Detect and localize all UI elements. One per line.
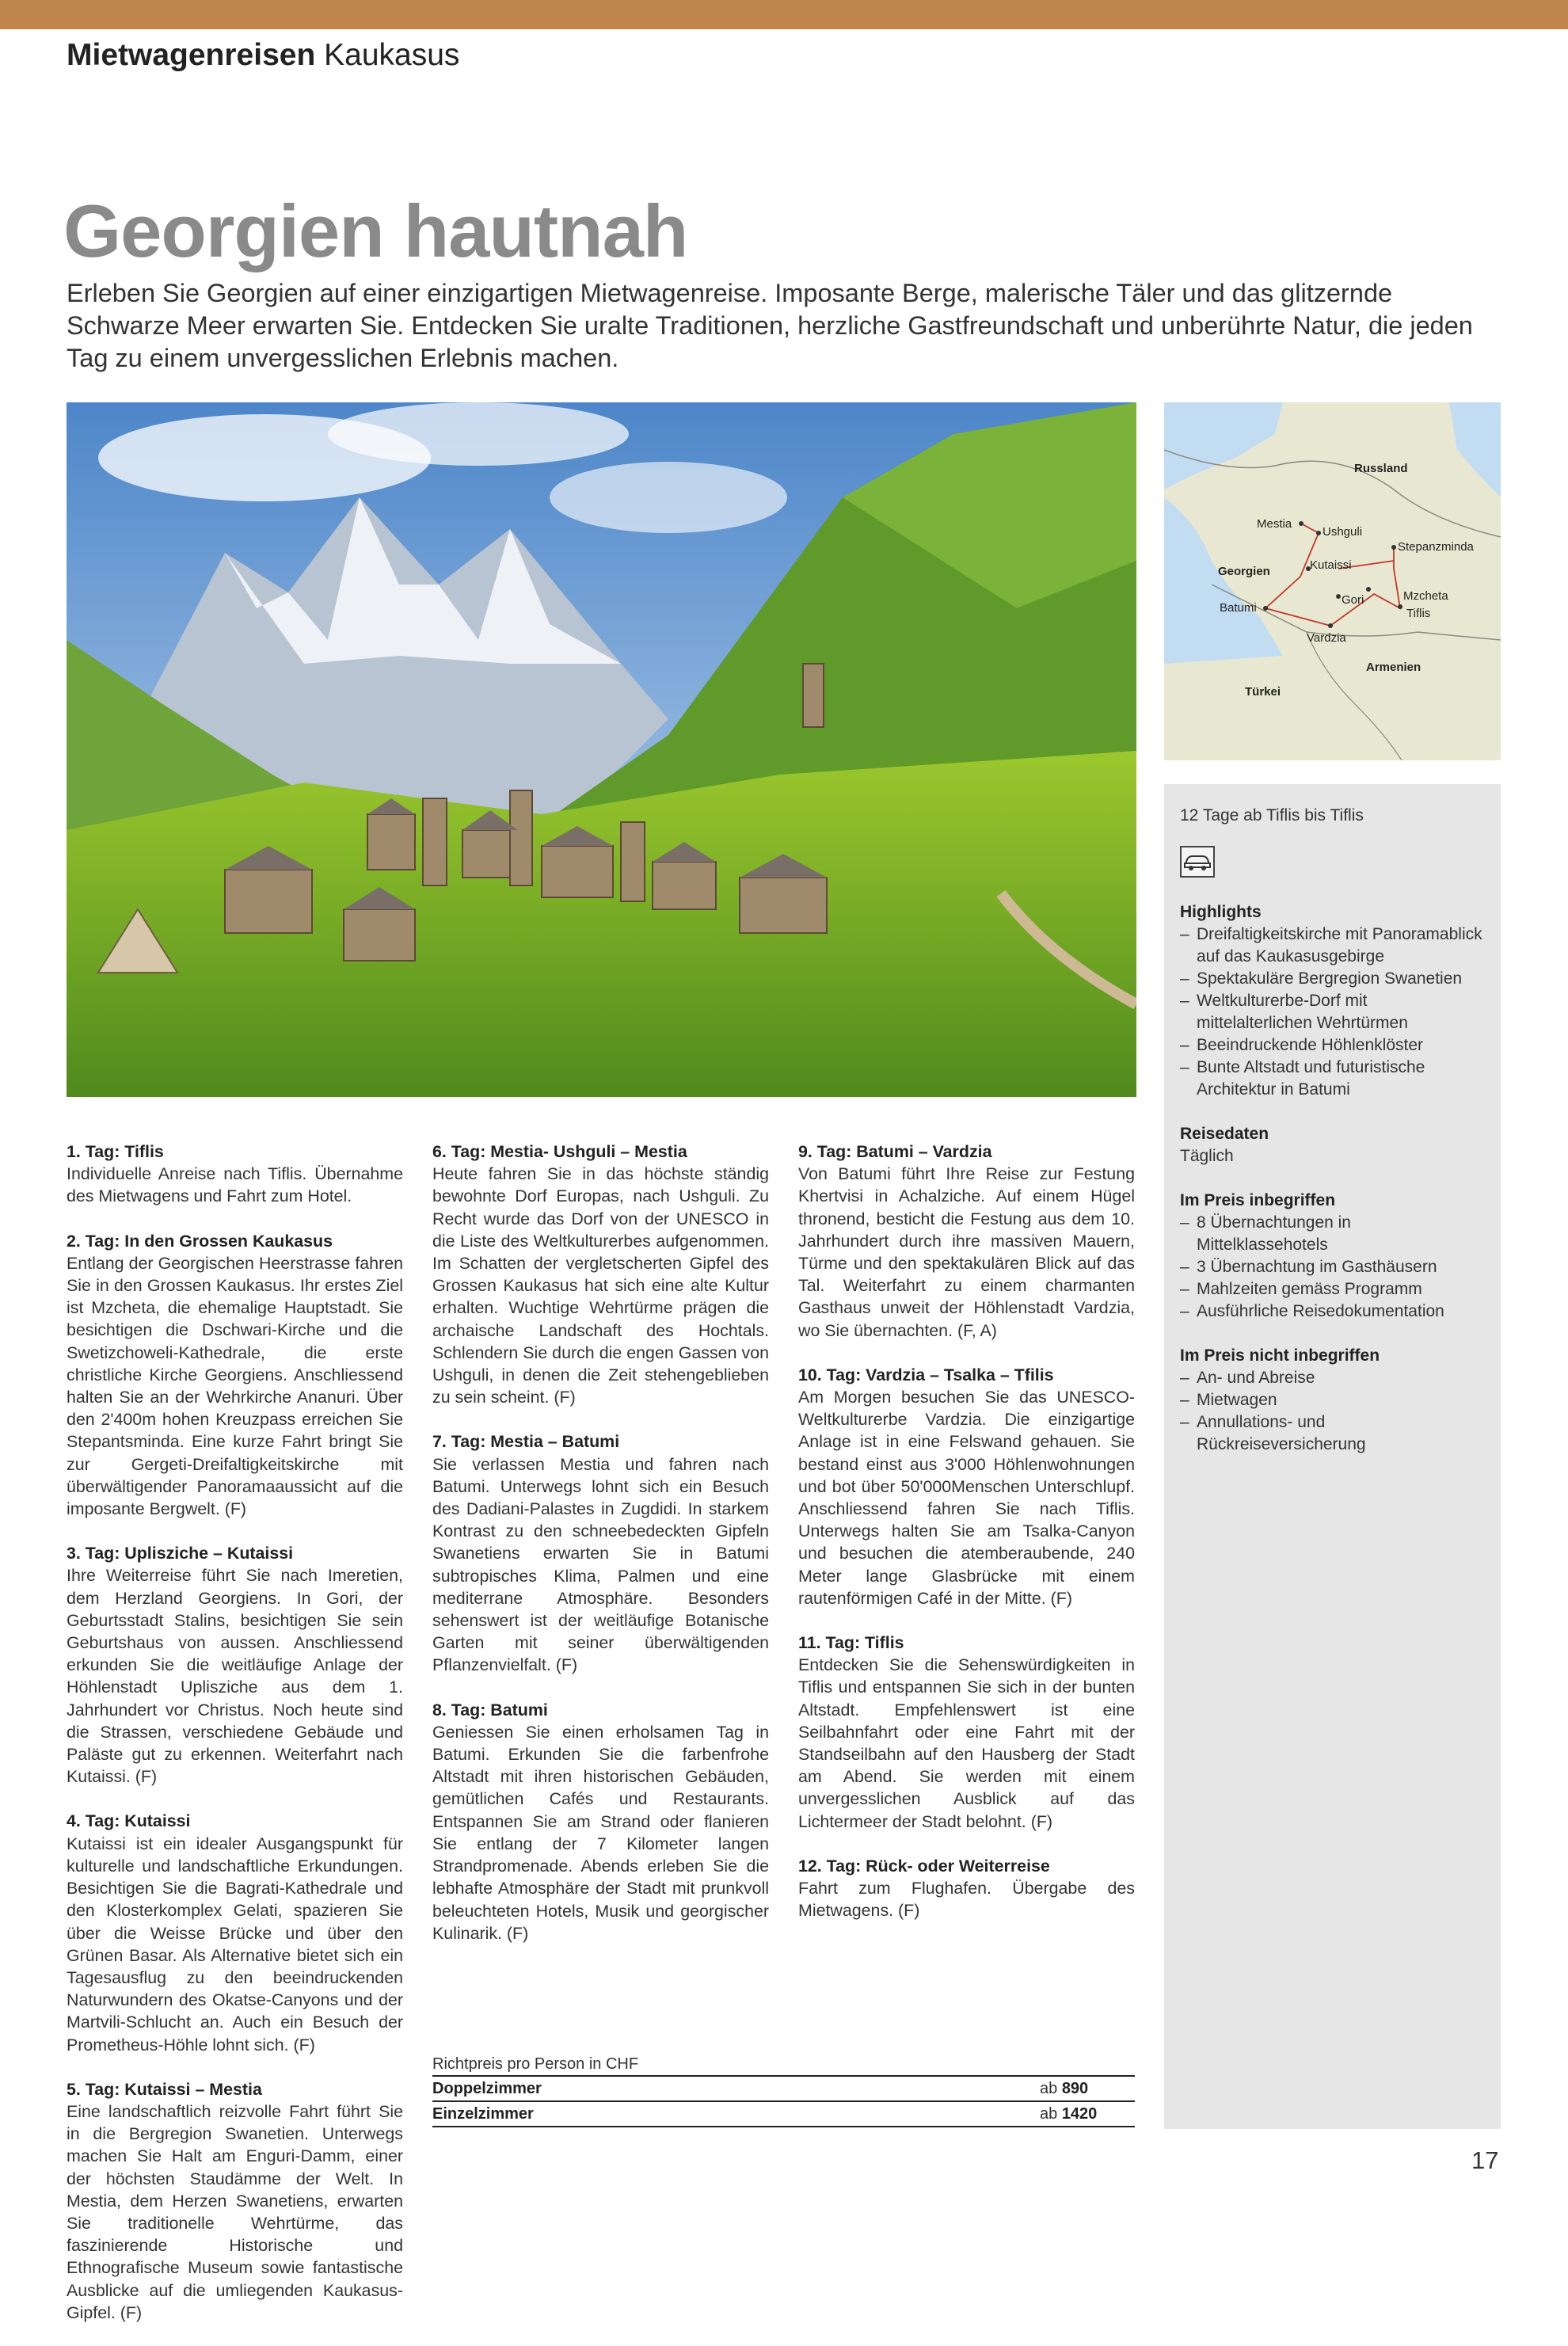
page-title: Georgien hautnah xyxy=(63,189,688,272)
map-label-tuerkei: Türkei xyxy=(1245,685,1281,699)
intro-text: Erleben Sie Georgien auf einer einzigartigen Mietwagenreise. Imposante Berge, malerische Täler und das glitzernde Schwarze Meer erwarten Sie. Entdecken Sie uralte Traditionen, herzliche Gastfreundschaft und unberührte Natur, die jeden Tag zu einem unvergesslichen Erlebnis machen. xyxy=(67,279,1473,372)
day-entry xyxy=(432,1699,769,1944)
price-row-label: Doppelzimmer xyxy=(432,2079,542,2097)
price-amount: 1420 xyxy=(1061,2104,1098,2123)
highlights-heading: Highlights xyxy=(1180,903,1262,921)
day-text: Von Batumi führt Ihre Reise zur Festung Khertvisi in Achalziche. Auf einem Hügel thronend, besticht die Festung aus dem 10. Jahrhundert durch ihre massiven Mauern, Türme und den spektakulären Blick auf das Tal. Weiterfahrt zu einem charmanten Gasthaus unweit der Höhlenstadt Vardzia, wo Sie übernachten. (F, A) xyxy=(798,1164,1135,1340)
excluded-list xyxy=(1180,1367,1485,1456)
day-text: Ihre Weiterreise führt Sie nach Imeretien, dem Herzland Georgiens. In Gori, der Geburtsstadt Stalins, besichtigen Sie sein Geburtshaus von aussen. Anschliessend erkunden Sie die weitläufige Anlage der Höhlenstadt Uplisziche aus dem 1. Jahrhundert vor Christus. Noch heute sind die Strassen, verschiedene Gebäude und Paläste gut zu erkennen. Weiterfahrt nach Kutaissi. (F) xyxy=(67,1566,403,1787)
highlight-item: – Beeindruckende Höhlenklöster xyxy=(1180,1034,1485,1057)
included-list xyxy=(1180,1212,1485,1323)
price-row-value xyxy=(1040,2080,1135,2098)
day-title: 10. Tag: Vardzia – Tsalka – Tfilis xyxy=(798,1365,1054,1384)
day-entry xyxy=(67,1810,403,2055)
day-title: 2. Tag: In den Grossen Kaukasus xyxy=(67,1231,333,1251)
page-number: 17 xyxy=(1471,2146,1499,2174)
day-entry xyxy=(67,2078,403,2324)
day-entry xyxy=(798,1855,1135,1922)
price-row-label: Einzelzimmer xyxy=(432,2104,534,2123)
day-entry xyxy=(798,1632,1135,1833)
day-title: 5. Tag: Kutaissi – Mestia xyxy=(67,2079,262,2099)
car-icon xyxy=(1180,846,1215,878)
excluded-item: – An- und Abreise xyxy=(1180,1367,1485,1389)
day-text: Am Morgen besuchen Sie das UNESCO-Weltkulturerbe Vardzia. Die einzigartige Anlage ist in eine Felswand gehauen. Sie bestand einst aus 3'000 Höhlenwohnungen und bot über 50'000Menschen Unterschlupf. Anschliessend fahren Sie nach Tiflis. Unterwegs halten Sie am Tsalka-Canyon und besuchen die atemberaubende, 240 Meter lange Glasbrücke mit einem rautenförmigen Café in der Mitte. (F) xyxy=(798,1388,1135,1608)
map-label-georgien: Georgien xyxy=(1218,565,1270,578)
day-text: Fahrt zum Flughafen. Übergabe des Mietwagens. (F) xyxy=(798,1879,1135,1921)
itinerary-column-3 xyxy=(798,1141,1135,1944)
day-entry xyxy=(67,1141,403,1208)
included-item: – Mahlzeiten gemäss Programm xyxy=(1180,1278,1485,1301)
included-item: – 8 Übernachtungen in Mittelklassehotels xyxy=(1180,1212,1485,1256)
day-title: 11. Tag: Tiflis xyxy=(798,1633,904,1653)
section-header xyxy=(67,38,459,73)
dates-text: Täglich xyxy=(1180,1147,1234,1165)
top-accent-bar xyxy=(0,0,1568,29)
map-label-mestia: Mestia xyxy=(1257,517,1292,531)
route-map xyxy=(1164,402,1501,760)
day-title: 3. Tag: Uplisziche – Kutaissi xyxy=(67,1544,294,1563)
price-prefix: ab xyxy=(1040,2079,1058,2097)
price-table xyxy=(432,2053,1135,2127)
price-prefix: ab xyxy=(1040,2104,1058,2123)
day-text: Entdecken Sie die Sehenswürdigkeiten in Tiflis und entspannen Sie sich in der bunten Altstadt. Empfehlenswert ist eine Seilbahnfahrt oder eine Fahrt mit der Standseilbahn auf den Hausberg der Stadt am Abend. Sie werden mit einem unvergesslichen Ausblick auf das Lichtermeer der Stadt belohnt. (F) xyxy=(798,1655,1135,1831)
day-title: 8. Tag: Batumi xyxy=(432,1700,548,1720)
included-item: – 3 Übernachtung im Gasthäusern xyxy=(1180,1256,1485,1278)
excluded-item: – Mietwagen xyxy=(1180,1389,1485,1411)
map-label-batumi: Batumi xyxy=(1220,601,1257,615)
price-row-value xyxy=(1040,2105,1135,2123)
highlight-item: – Spektakuläre Bergregion Swanetien xyxy=(1180,968,1485,990)
duration-text: 12 Tage ab Tiflis bis Tiflis xyxy=(1180,806,1364,825)
map-label-gori: Gori xyxy=(1342,593,1364,607)
highlight-item: – Weltkulturerbe-Dorf mit mittelalterlichen Wehrtürmen xyxy=(1180,990,1485,1034)
day-entry xyxy=(432,1141,769,1408)
map-label-tiflis: Tiflis xyxy=(1406,607,1431,620)
day-text: Entlang der Georgischen Heerstrasse fahren Sie in den Grossen Kaukasus. Ihr erstes Ziel ist Mzcheta, die ehemalige Hauptstadt. Sie besichtigen die Dschwari-Kirche und die Swetizchoweli-Kathedrale, die erste christliche Kirche Georgiens. Anschliessend halten Sie an der Wehrkirche Ananuri. Über den 2'400m hohen Kreuzpass erreichen Sie Stepantsminda. Eine kurze Fahrt bringt Sie zur Gergeti-Dreifaltigkeitskirche mit überwältigender Panoramaaussicht auf die imposante Bergwelt. (F) xyxy=(67,1253,403,1519)
highlights-list xyxy=(1180,924,1485,1101)
excluded-item: – Annullations- und Rückreiseversicherung xyxy=(1180,1411,1485,1456)
day-text: Individuelle Anreise nach Tiflis. Übernahme des Mietwagens und Fahrt zum Hotel. xyxy=(67,1164,403,1206)
map-label-kutaissi: Kutaissi xyxy=(1310,558,1352,572)
price-row xyxy=(432,2100,1135,2127)
highlight-item: – Bunte Altstadt und futuristische Architektur in Batumi xyxy=(1180,1057,1485,1101)
map-label-vardzia: Vardzia xyxy=(1307,631,1346,645)
excluded-heading: Im Preis nicht inbegriffen xyxy=(1180,1346,1380,1365)
day-entry xyxy=(67,1542,403,1788)
mountain-village-photo xyxy=(67,402,1136,1097)
map-label-armenien: Armenien xyxy=(1366,661,1421,674)
day-text: Eine landschaftlich reizvolle Fahrt führt Sie in die Bergregion Swanetien. Unterwegs machen Sie Halt am Enguri-Damm, einer der höchsten Staudämme der Welt. In Mestia, dem Herzen Swanetiens, erwarten Sie traditionelle Wehrtürme, das faszinierende Historische und Ethnografische Museum sowie fantastische Ausblicke auf die umliegenden Kaukasus-Gipfel. (F) xyxy=(67,2101,403,2322)
day-title: 7. Tag: Mestia – Batumi xyxy=(432,1432,620,1452)
day-entry xyxy=(798,1141,1135,1342)
day-title: 12. Tag: Rück- oder Weiterreise xyxy=(798,1856,1050,1876)
map-label-stepanzminda: Stepanzminda xyxy=(1398,540,1474,554)
dates-heading: Reisedaten xyxy=(1180,1125,1269,1143)
price-caption: Richtpreis pro Person in CHF xyxy=(432,2055,639,2073)
itinerary-column-2 xyxy=(432,1141,769,1967)
day-entry xyxy=(432,1430,769,1676)
day-text: Sie verlassen Mestia und fahren nach Batumi. Unterwegs lohnt sich ein Besuch des Dadiani-Palastes in Zugdidi. In starkem Kontrast zu den schneebedeckten Gipfeln Swanetiens erwarten Sie in Batumi subtropisches Klima, Palmen und eine mediterrane Atmosphäre. Besonders sehenswert ist der weitläufige Botanische Garten mit seiner überwältigenden Pflanzenvielfalt. (F) xyxy=(432,1454,769,1675)
included-heading: Im Preis inbegriffen xyxy=(1180,1191,1336,1209)
day-entry xyxy=(67,1230,403,1521)
day-title: 4. Tag: Kutaissi xyxy=(67,1811,191,1831)
day-text: Geniessen Sie einen erholsamen Tag in Batumi. Erkunden Sie die farbenfrohe Altstadt mit ihren historischen Gebäuden, gemütlichen Cafés und Restaurants. Entspannen Sie am Strand oder flanieren Sie entlang der 7 Kilometer langen Strandpromenade. Abends erleben Sie die lebhafte Atmosphäre der Stadt mit prunkvoll beleuchteten Hotels, Musik und georgischer Kulinarik. (F) xyxy=(432,1722,769,1943)
day-text: Heute fahren Sie in das höchste ständig bewohnte Dorf Europas, nach Ushguli. Zu Recht wurde das Dorf von der UNESCO in die Liste des Weltkulturerbes aufgenommen. Im Schatten der vergletscherten Gipfel des Grossen Kaukasus hat sich eine alte Kultur erhalten. Wuchtige Wehrtürme prägen die archaische Landschaft des Hochtals. Schlendern Sie durch die engen Gassen von Ushguli, in denen die Zeit stehengeblieben zu sein scheint. (F) xyxy=(432,1164,769,1407)
info-sidebar xyxy=(1164,784,1501,2129)
day-entry xyxy=(798,1364,1135,1609)
day-title: 1. Tag: Tiflis xyxy=(67,1142,164,1161)
day-title: 9. Tag: Batumi – Vardzia xyxy=(798,1142,992,1161)
itinerary-column-1 xyxy=(67,1141,403,2346)
price-amount: 890 xyxy=(1061,2079,1089,2097)
day-title: 6. Tag: Mestia- Ushguli – Mestia xyxy=(432,1142,687,1161)
header-region: Kaukasus xyxy=(324,38,460,72)
highlight-item: – Dreifaltigkeitskirche mit Panoramablick auf das Kaukasusgebirge xyxy=(1180,924,1485,968)
map-label-russland: Russland xyxy=(1354,462,1408,475)
included-item: – Ausführliche Reisedokumentation xyxy=(1180,1301,1485,1323)
map-label-ushguli: Ushguli xyxy=(1323,525,1363,539)
day-text: Kutaissi ist ein idealer Ausgangspunkt für kulturelle und landschaftliche Erkundungen. Besichtigen Sie die Bagrati-Kathedrale und den Klosterkomplex Gelati, spazieren Sie über die Weisse Brücke und über den Grünen Basar. Als Alternative bietet sich ein Tagesausflug zu den beeindruckenden Naturwundern des Okatse-Canyons und der Martvili-Schlucht an. Auch ein Besuch der Prometheus-Höhle lohnt sich. (F) xyxy=(67,1834,403,2055)
price-row xyxy=(432,2075,1135,2100)
header-brand: Mietwagenreisen xyxy=(67,38,316,72)
map-label-mzcheta: Mzcheta xyxy=(1403,589,1448,603)
